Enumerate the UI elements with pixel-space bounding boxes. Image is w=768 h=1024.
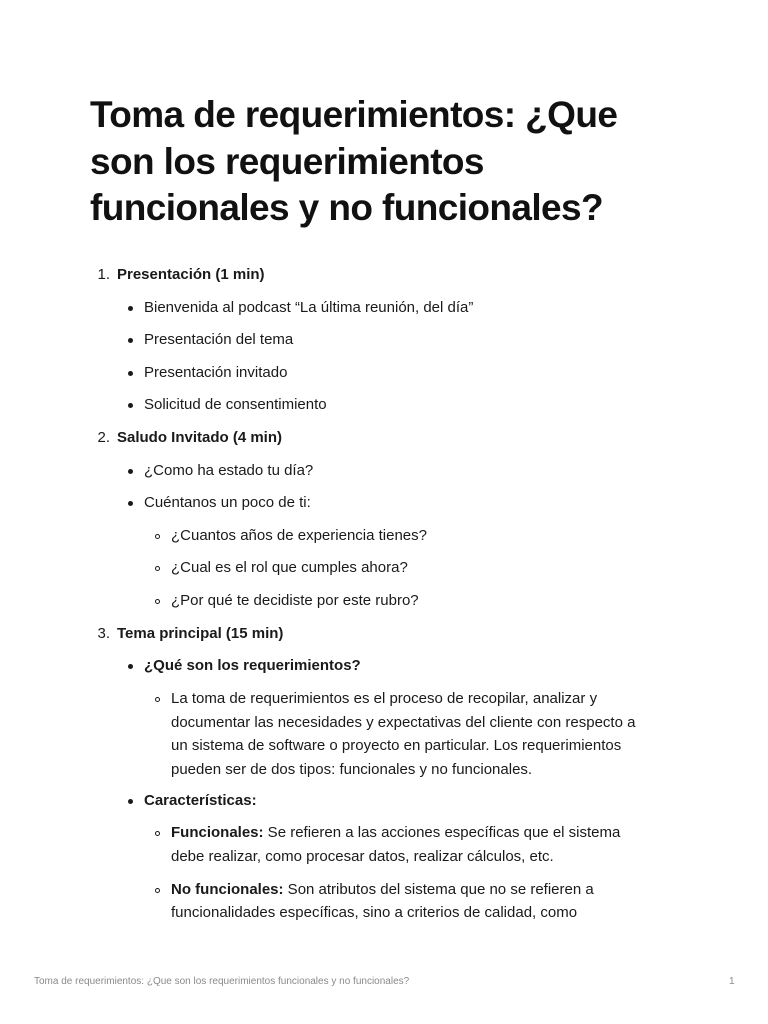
list-item: Solicitud de consentimiento: [144, 396, 327, 413]
bullet-circle: [155, 599, 160, 604]
topic-heading-caracteristicas: Características:: [144, 792, 257, 809]
list-item: ¿Como ha estado tu día?: [144, 462, 314, 479]
nonfunctional-line: [171, 878, 594, 902]
section-heading-tema-principal: Tema principal (15 min): [117, 625, 284, 642]
paragraph-line: La toma de requerimientos es el proceso de recopilar, analizar y: [171, 690, 598, 707]
section-number: 1.: [97, 266, 110, 283]
sub-list-item: ¿Cual es el rol que cumples ahora?: [171, 559, 408, 576]
bullet-circle: [155, 831, 160, 836]
list-item: Presentación del tema: [144, 331, 294, 348]
paragraph-line: un sistema de software o proyecto en particular. Los requerimientos: [171, 737, 622, 754]
nonfunctional-text: Son atributos del sistema que no se refieren a: [283, 881, 594, 898]
bullet-disc: [128, 501, 133, 506]
bullet-circle: [155, 888, 160, 893]
functional-line: [171, 821, 620, 845]
paragraph-line: documentar las necesidades y expectativas del cliente con respecto a: [171, 714, 636, 731]
section-heading-presentacion: Presentación (1 min): [117, 266, 265, 283]
functional-text: Se refieren a las acciones específicas que el sistema: [263, 824, 621, 841]
page-title: Toma de requerimientos: ¿Que son los requerimientos funcionales y no funcionales?: [90, 94, 618, 228]
bullet-disc: [128, 403, 133, 408]
bullet-disc: [128, 371, 133, 376]
section-number: 2.: [97, 429, 110, 446]
list-item: Presentación invitado: [144, 364, 288, 381]
topic-heading-que-son: ¿Qué son los requerimientos?: [144, 657, 361, 674]
list-item: Bienvenida al podcast “La última reunión, del día”: [144, 299, 474, 316]
paragraph-line: pueden ser de dos tipos: funcionales y no funcionales.: [171, 761, 533, 778]
bullet-circle: [155, 534, 160, 539]
functional-term: Funcionales:: [171, 824, 264, 841]
bullet-disc: [128, 338, 133, 343]
page-number: 1: [729, 976, 735, 987]
page-footer-title: Toma de requerimientos: ¿Que son los requerimientos funcionales y no funcionales?: [34, 976, 410, 987]
list-item: Cuéntanos un poco de ti:: [144, 494, 311, 511]
bullet-disc: [128, 306, 133, 311]
bullet-disc: [128, 664, 133, 669]
section-number: 3.: [97, 625, 110, 642]
sub-list-item: ¿Por qué te decidiste por este rubro?: [171, 592, 419, 609]
sub-list-item: ¿Cuantos años de experiencia tienes?: [171, 527, 427, 544]
bullet-disc: [128, 469, 133, 474]
bullet-circle: [155, 697, 160, 702]
bullet-disc: [128, 799, 133, 804]
functional-line-continued: debe realizar, como procesar datos, realizar cálculos, etc.: [171, 848, 554, 865]
section-heading-saludo: Saludo Invitado (4 min): [117, 429, 283, 446]
nonfunctional-line-continued: funcionalidades específicas, sino a criterios de calidad, como: [171, 904, 578, 921]
bullet-circle: [155, 566, 160, 571]
nonfunctional-term: No funcionales:: [171, 881, 284, 898]
